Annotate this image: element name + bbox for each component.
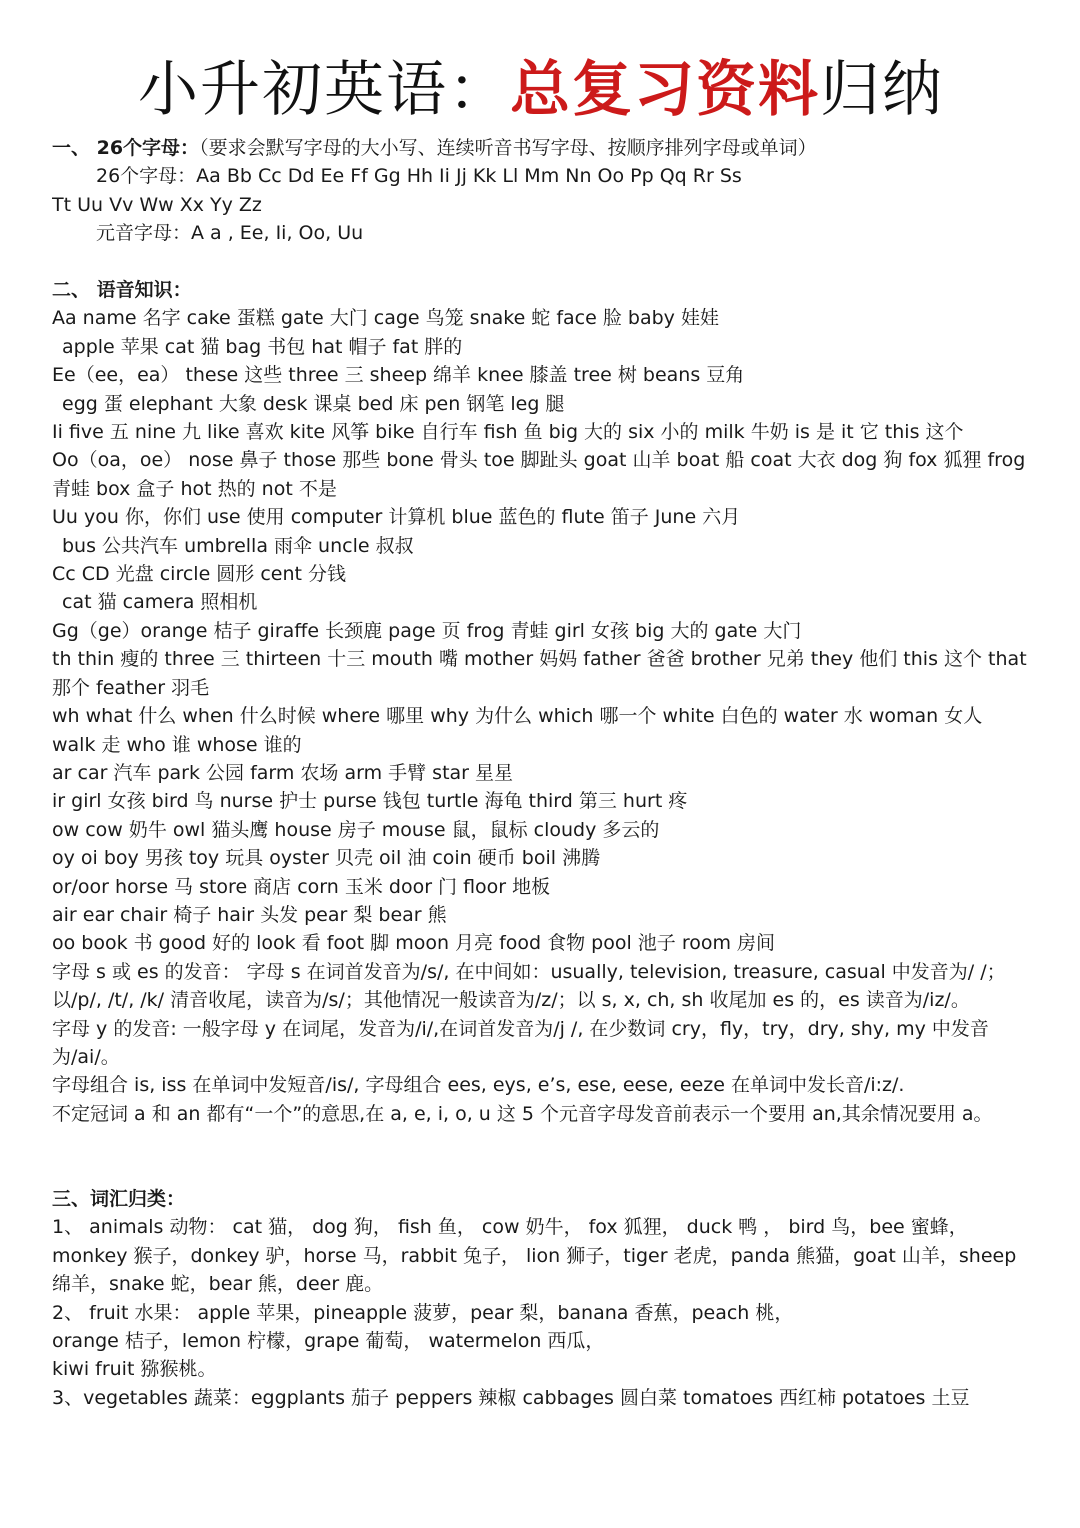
phonics-aa-line-1: Aa name 名字 cake 蛋糕 gate 大门 cage 鸟笼 snake 蛇 face 脸 baby 娃娃 [52,307,719,330]
section-3-heading: 三、词汇归类： [52,1188,186,1210]
rule-is-iss-line: 字母组合 is, iss 在单词中发短音/is/, 字母组合 ees, eys, e’s, ese, eese, eeze 在单词中发长音/i:z/. [52,1074,905,1097]
rule-s-es-paragraph: 字母 s 或 es 的发音： 字母 s 在词首发音为/s/, 在中间如：usually, television, treasure, casual 中发音为/ /；以/p/, /t/, /k/ 清音收尾，读音为/s/；其他情况一般读音为/z/；以 s, x, ch, sh 收尾加 es 的，es 读音为/iz/。 [52,960,1006,1012]
vowel-letters-line: 元音字母：A a , Ee, Ii, Oo, Uu [96,222,364,245]
document-title [52,0,1030,128]
vocab-fruit-line-1: 2、 fruit 水果： apple 苹果，pineapple 菠萝，pear 梨，banana 香蕉，peach 桃， [52,1301,794,1324]
phonics-uu-line-1: Uu you 你，你们 use 使用 computer 计算机 blue 蓝色的 flute 笛子 June 六月 [52,506,741,529]
phonics-cc-line-1: Cc CD 光盘 circle 圆形 cent 分钱 [52,563,347,586]
phonics-or-line: or/oor horse 马 store 商店 corn 玉米 door 门 floor 地板 [52,875,551,898]
alphabet-line-2: Tt Uu Vv Ww Xx Yy Zz [52,193,262,216]
rule-article-paragraph: 不定冠词 a 和 an 都有“一个”的意思,在 a, e, i, o, u 这 5 个元音字母发音前表示一个要用 an,其余情况要用 a。 [52,1102,993,1125]
title-part-3: 归纳 [820,55,944,125]
phonics-aa-line-2: apple 苹果 cat 猫 bag 书包 hat 帽子 fat 胖的 [62,335,463,358]
document-body [52,134,1030,1412]
section-1-note: （要求会默写字母的大小写、连续听音书写字母、按顺序排列字母或单词） [199,137,817,159]
spacer [52,248,1030,276]
phonics-wh-paragraph: wh what 什么 when 什么时候 where 哪里 why 为什么 which 哪一个 white 白色的 water 水 woman 女人 walk 走 who 谁 whose 谁的 [52,705,983,756]
vocab-vegetables-line: 3、vegetables 蔬菜：eggplants 茄子 peppers 辣椒 cabbages 圆白菜 tomatoes 西红柿 potatoes 土豆 [52,1386,970,1409]
spacer [52,1128,1030,1185]
phonics-th-paragraph: th thin 瘦的 three 三 thirteen 十三 mouth 嘴 mother 妈妈 father 爸爸 brother 兄弟 they 他们 this 这个 that 那个 feather 羽毛 [52,648,1027,699]
section-1-title: 一、 26个字母： [52,137,200,159]
phonics-ar-line: ar car 汽车 park 公园 farm 农场 arm 手臂 star 星星 [52,761,514,784]
phonics-ir-line: ir girl 女孩 bird 鸟 nurse 护士 purse 钱包 turtle 海龟 third 第三 hurt 疼 [52,790,688,813]
section-2-heading: 二、 语音知识： [52,279,192,302]
phonics-air-line: air ear chair 椅子 hair 头发 pear 梨 bear 熊 [52,903,447,926]
title-part-2: 总复习资料 [510,55,820,125]
vocab-fruit-line-2: orange 桔子，lemon 柠檬，grape 葡萄， watermelon 西瓜， [52,1330,605,1353]
phonics-oo-short-line: oo book 书 good 好的 look 看 foot 脚 moon 月亮 food 食物 pool 池子 room 房间 [52,932,776,955]
phonics-oo-paragraph: Oo（oa，oe） nose 鼻子 those 那些 bone 骨头 toe 脚趾头 goat 山羊 boat 船 coat 大衣 dog 狗 fox 狐狸 frog 青蛙 box 盒子 hot 热的 not 不是 [52,449,1026,500]
phonics-cc-line-2: cat 猫 camera 照相机 [62,591,258,614]
phonics-ow-line: ow cow 奶牛 owl 猫头鹰 house 房子 mouse 鼠，鼠标 cloudy 多云的 [52,818,660,841]
rule-y-paragraph: 字母 y 的发音: 一般字母 y 在词尾，发音为/i/,在词首发音为/j /, 在少数词 cry，fly，try，dry, shy, my 中发音为/ai/。 [52,1017,989,1068]
vocab-fruit-line-3: kiwi fruit 猕猴桃。 [52,1358,217,1381]
phonics-ii-paragraph: Ii five 五 nine 九 like 喜欢 kite 风筝 bike 自行车 fish 鱼 big 大的 six 小的 milk 牛奶 is 是 it 它 this 这个 [52,421,964,444]
phonics-oy-line: oy oi boy 男孩 toy 玩具 oyster 贝壳 oil 油 coin 硬币 boil 沸腾 [52,847,601,870]
phonics-ee-line-1: Ee（ee，ea） these 这些 three 三 sheep 绵羊 knee 膝盖 tree 树 beans 豆角 [52,364,745,387]
phonics-gg-line: Gg（ge）orange 桔子 giraffe 长颈鹿 page 页 frog 青蛙 girl 女孩 big 大的 gate 大门 [52,619,802,642]
phonics-ee-line-2: egg 蛋 elephant 大象 desk 课桌 bed 床 pen 钢笔 leg 腿 [62,392,565,415]
vocab-animals-paragraph: 1、 animals 动物： cat 猫， dog 狗， fish 鱼， cow 奶牛， fox 狐狸， duck 鸭 ， bird 鸟，bee 蜜蜂，monkey 猴子，donkey 驴，horse 马，rabbit 兔子， lion 狮子，tiger 老虎，panda 熊猫，goat 山羊，sheep 绵羊，snake 蛇，bear 熊，deer 鹿。 [52,1216,1017,1296]
alphabet-line-1: 26个字母：Aa Bb Cc Dd Ee Ff Gg Hh Ii Jj Kk Ll Mm Nn Oo Pp Qq Rr Ss [96,165,742,188]
phonics-uu-line-2: bus 公共汽车 umbrella 雨伞 uncle 叔叔 [62,534,414,557]
title-part-1: 小升初英语： [138,55,510,125]
section-1-heading [52,134,1030,162]
